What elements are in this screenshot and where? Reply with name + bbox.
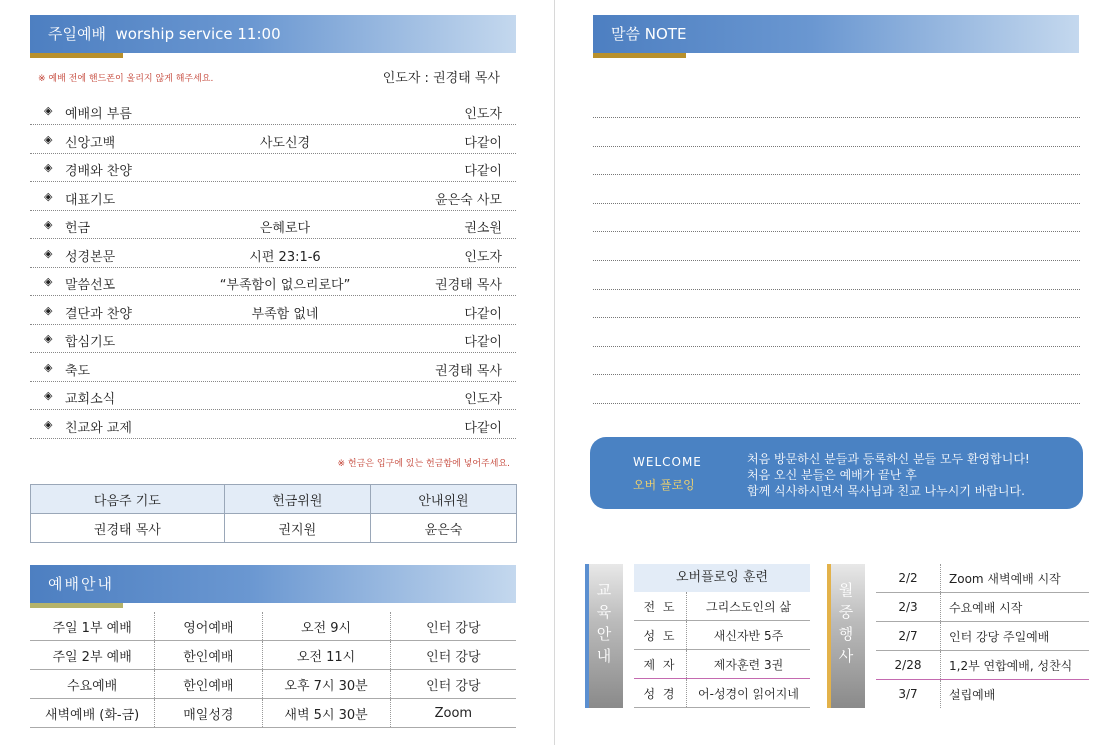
order-row	[30, 354, 516, 382]
order-detail: 부족함 없네	[251, 306, 319, 322]
welcome-message-2: 처음 오신 분들은 예배가 끝난 후	[747, 468, 917, 482]
event-name: Zoom 새벽예배 시작	[949, 571, 1061, 586]
service-cell: 인터 강당	[390, 641, 516, 670]
order-row	[30, 268, 516, 296]
order-item: 성경본문	[65, 249, 116, 265]
order-item: 친교와 교제	[65, 420, 132, 436]
event-name: 수요예배 시작	[949, 600, 1023, 615]
education-category: 성 도	[634, 621, 687, 650]
service-cell: 오전 9시	[262, 612, 390, 641]
order-item: 말씀선포	[65, 278, 116, 293]
event-date: 2/7	[876, 622, 941, 651]
order-person: 윤은숙 사모	[435, 192, 502, 208]
order-item: 결단과 찬양	[65, 306, 132, 322]
offering-note: ※ 헌금은 입구에 있는 헌금함에 넣어주세요.	[337, 459, 510, 469]
order-detail: 사도신경	[259, 135, 311, 151]
diamond-bullet-icon: ◈	[44, 417, 53, 431]
order-row	[30, 411, 516, 439]
duty-value-offering: 권지원	[224, 514, 370, 543]
education-table	[634, 592, 810, 708]
order-detail: 은혜로다	[259, 221, 311, 236]
order-item: 예배의 부름	[65, 107, 132, 122]
education-course: 새신자반 5주	[713, 628, 784, 643]
note-line	[593, 231, 1080, 232]
event-name: 설립예배	[949, 687, 996, 702]
service-cell: Zoom	[390, 699, 516, 728]
event-row	[876, 622, 1089, 651]
service-row	[30, 670, 516, 699]
welcome-label: WELCOME	[633, 455, 702, 469]
monthly-events-label	[827, 564, 865, 708]
service-cell: 수요예배	[30, 670, 155, 699]
diamond-bullet-icon: ◈	[44, 189, 53, 203]
welcome-box	[590, 437, 1083, 509]
order-item: 신앙고백	[65, 135, 116, 151]
order-person: 다같이	[464, 135, 502, 151]
order-person: 다같이	[464, 306, 502, 322]
diamond-bullet-icon: ◈	[44, 246, 53, 260]
diamond-bullet-icon: ◈	[44, 303, 53, 317]
service-info-title: 예배안내	[48, 575, 114, 593]
monthly-label-accent	[827, 564, 831, 708]
order-row	[30, 126, 516, 154]
duty-header-usher: 안내위원	[370, 485, 516, 514]
education-title: 오버플로잉 훈련	[634, 564, 810, 592]
event-name: 인터 강당 주일예배	[949, 629, 1050, 644]
education-label-char: 내	[596, 647, 612, 665]
note-line	[593, 203, 1080, 204]
page-divider	[554, 0, 555, 745]
order-row	[30, 240, 516, 268]
education-category: 전 도	[634, 592, 687, 621]
worship-title: 주일예배 worship service 11:00	[48, 25, 281, 43]
service-row	[30, 641, 516, 670]
welcome-message-1: 처음 방문하신 분들과 등록하신 분들 모두 환영합니다!	[747, 452, 1030, 466]
service-info-banner	[30, 565, 516, 603]
service-cell: 새벽 5시 30분	[262, 699, 390, 728]
education-label-char: 육	[596, 603, 612, 621]
service-info-table	[30, 612, 516, 728]
education-label-char: 안	[596, 625, 612, 643]
worship-leader: 인도자 : 권경태 목사	[382, 71, 500, 86]
service-cell: 주일 2부 예배	[30, 641, 155, 670]
order-item: 축도	[65, 363, 91, 379]
note-line	[593, 317, 1080, 318]
diamond-bullet-icon: ◈	[44, 360, 53, 374]
service-cell: 매일성경	[155, 699, 262, 728]
education-category: 성 경	[634, 679, 687, 708]
order-row	[30, 183, 516, 211]
monthly-label-char: 사	[838, 647, 854, 665]
notes-title: 말씀 NOTE	[611, 25, 687, 43]
worship-title-underline	[30, 53, 123, 58]
duty-value-usher: 윤은숙	[370, 514, 516, 543]
order-person: 인도자	[464, 107, 502, 122]
note-line	[593, 117, 1080, 118]
notes-title-banner	[593, 15, 1079, 53]
education-course: 제자훈련 3권	[713, 657, 784, 672]
order-item: 대표기도	[65, 192, 116, 208]
service-cell: 오전 11시	[262, 641, 390, 670]
education-course: 그리스도인의 삶	[706, 599, 791, 614]
service-cell: 한인예배	[155, 670, 262, 699]
order-item: 교회소식	[65, 392, 116, 407]
event-date: 3/7	[876, 680, 941, 709]
event-row	[876, 651, 1089, 680]
event-date: 2/3	[876, 593, 941, 622]
education-label	[585, 564, 623, 708]
education-label-accent	[585, 564, 589, 708]
monthly-events-table	[876, 564, 1089, 708]
order-row	[30, 154, 516, 182]
order-person: 인도자	[464, 249, 502, 265]
duty-table	[30, 484, 517, 543]
diamond-bullet-icon: ◈	[44, 161, 53, 174]
duty-value-prayer: 권경태 목사	[31, 514, 225, 543]
service-cell: 오후 7시 30분	[262, 670, 390, 699]
note-line	[593, 289, 1080, 290]
church-name-label: 오버 플로잉	[633, 478, 695, 492]
order-person: 다같이	[464, 335, 502, 350]
event-row	[876, 564, 1089, 593]
event-date: 2/2	[876, 564, 941, 593]
education-row	[634, 679, 810, 708]
order-person: 다같이	[464, 420, 502, 436]
phone-warning: ※ 예배 전에 핸드폰이 울리지 않게 해주세요.	[38, 74, 214, 84]
order-detail: “부족함이 없으리로다”	[219, 278, 351, 293]
order-row	[30, 97, 516, 125]
diamond-bullet-icon: ◈	[44, 104, 53, 117]
monthly-label-char: 중	[838, 603, 854, 621]
order-item: 경배와 찬양	[65, 164, 132, 179]
notes-title-underline	[593, 53, 686, 58]
event-name: 1,2부 연합예배, 성찬식	[949, 658, 1073, 673]
duty-header-prayer: 다음주 기도	[31, 485, 225, 514]
order-person: 권경태 목사	[435, 363, 502, 379]
diamond-bullet-icon: ◈	[44, 218, 53, 231]
duty-header-offering: 헌금위원	[224, 485, 370, 514]
education-row	[634, 592, 810, 621]
service-cell: 주일 1부 예배	[30, 612, 155, 641]
event-date: 2/28	[876, 651, 941, 680]
note-line	[593, 174, 1080, 175]
education-label-char: 교	[596, 581, 612, 599]
note-line	[593, 260, 1080, 261]
order-item: 헌금	[65, 221, 91, 236]
monthly-label-char: 월	[838, 581, 854, 599]
diamond-bullet-icon: ◈	[44, 332, 53, 345]
note-line	[593, 374, 1080, 375]
service-row	[30, 699, 516, 728]
service-info-underline	[30, 603, 123, 608]
monthly-label-char: 행	[838, 625, 854, 643]
order-row	[30, 325, 516, 353]
worship-title-banner	[30, 15, 516, 53]
order-row	[30, 297, 516, 325]
event-row	[876, 680, 1089, 709]
education-category: 제 자	[634, 650, 687, 679]
service-cell: 한인예배	[155, 641, 262, 670]
order-detail: 시편 23:1-6	[249, 249, 321, 265]
order-person: 권소원	[464, 221, 502, 236]
service-cell: 영어예배	[155, 612, 262, 641]
note-line	[593, 403, 1080, 404]
event-row	[876, 593, 1089, 622]
education-course: 어-성경이 읽어지네	[698, 686, 799, 701]
service-cell: 인터 강당	[390, 612, 516, 641]
education-row	[634, 650, 810, 679]
service-cell: 새벽예배 (화-금)	[30, 699, 155, 728]
order-person: 다같이	[464, 164, 502, 179]
order-row	[30, 211, 516, 239]
order-item: 합심기도	[65, 335, 116, 350]
note-line	[593, 346, 1080, 347]
education-row	[634, 621, 810, 650]
note-line	[593, 146, 1080, 147]
service-cell: 인터 강당	[390, 670, 516, 699]
diamond-bullet-icon: ◈	[44, 132, 53, 146]
diamond-bullet-icon: ◈	[44, 275, 53, 288]
service-row	[30, 612, 516, 641]
diamond-bullet-icon: ◈	[44, 389, 53, 402]
order-person: 인도자	[464, 392, 502, 407]
order-row	[30, 382, 516, 410]
welcome-message-3: 함께 식사하시면서 목사님과 친교 나누시기 바랍니다.	[747, 484, 1025, 498]
order-person: 권경태 목사	[435, 278, 502, 293]
